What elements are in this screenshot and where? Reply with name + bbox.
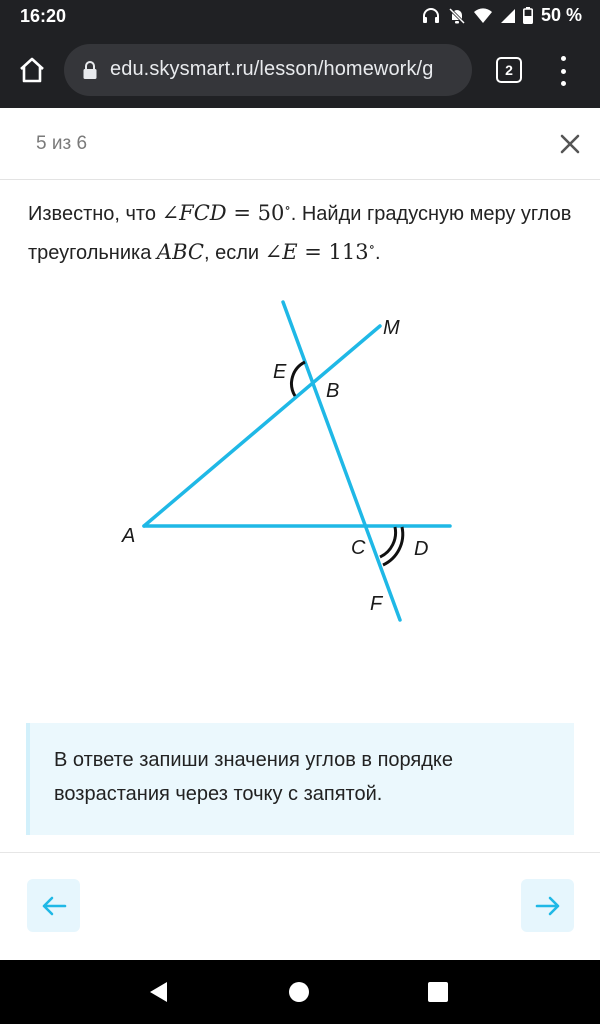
label-e: E [273,361,287,383]
home-button[interactable] [14,52,50,88]
status-time: 16:20 [20,6,67,26]
arrow-left-icon [41,896,67,916]
task-text-part: . [375,242,381,264]
battery-icon [523,7,533,24]
angle-e-value: 113 [328,240,369,264]
answer-hint [26,723,574,835]
angle-fcd-arc-inner [380,527,396,557]
headphones-icon [422,7,440,25]
close-icon[interactable] [556,130,584,158]
recents-icon [428,982,448,1002]
label-a: A [122,525,136,547]
back-button[interactable] [145,978,173,1006]
home-circle-icon [288,981,310,1003]
status-icons [422,5,582,26]
address-bar[interactable] [64,44,472,96]
label-b: B [326,380,340,402]
line-a-m [144,326,380,526]
back-icon [149,981,169,1003]
notifications-off-icon [448,7,466,25]
status-bar [0,0,600,32]
task-statement [28,192,578,270]
lock-icon [82,60,98,80]
label-m: M [383,317,400,339]
hint-text: В ответе запиши значения углов в порядке возрастания через точку с запятой. [54,749,454,805]
line-e-f [283,302,400,620]
angle-e: ∠E = 113∘ [264,240,376,264]
home-nav-button[interactable] [285,978,313,1006]
tab-switcher-button[interactable]: 2 [496,57,522,83]
arrow-right-icon [535,896,561,916]
browser-toolbar [0,32,600,108]
android-navigation-bar [0,960,600,1024]
task-text-part: , если [203,242,260,264]
divider [0,852,600,853]
label-c: C [351,537,366,559]
progress-counter: 5 из 6 [36,133,88,154]
angle-fcd-value: 50 [257,201,285,225]
task-text-part: . Найди градусную меру углов треугольника [28,203,572,264]
label-d: D [414,538,429,560]
label-f: F [370,593,383,615]
angle-fcd-name: FCD [179,201,227,225]
task-text-part: Известно, что [28,203,156,225]
angle-fcd: ∠FCD = 50∘ [161,201,291,225]
battery-level: 50 % [540,5,582,25]
previous-button[interactable] [27,879,80,932]
geometry-figure [100,290,480,630]
angle-e-name: E [282,240,298,264]
triangle-name: ABC [156,240,204,264]
url-text: edu.skysmart.ru/lesson/homework/g [110,58,434,80]
home-icon [18,56,46,84]
lesson-header [0,108,600,180]
next-button[interactable] [521,879,574,932]
more-vert-icon[interactable] [552,56,574,86]
wifi-icon [474,8,492,24]
recents-button[interactable] [424,978,452,1006]
signal-icon [500,8,515,24]
